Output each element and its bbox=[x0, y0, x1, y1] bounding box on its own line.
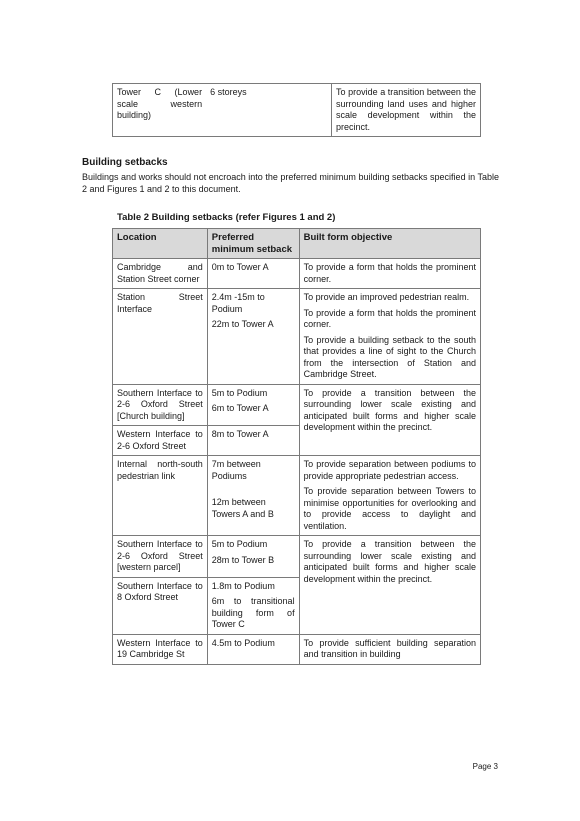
header-location: Location bbox=[113, 229, 208, 259]
table-header-row bbox=[113, 229, 481, 259]
objective-text: To provide a form that holds the prominent corner. bbox=[303, 307, 476, 329]
setback-cell bbox=[207, 259, 299, 289]
objective-text: To provide a transition between the surrounding lower scale existing and anticipated built forms and higher scale development within the precinct. bbox=[303, 539, 476, 584]
setback-cell bbox=[207, 289, 299, 385]
objective-cell: To provide a transition between the surrounding land uses and higher scale development within the precinct. bbox=[332, 84, 481, 137]
location-cell: Internal north-south pedestrian link bbox=[113, 456, 208, 536]
objective-cell bbox=[299, 289, 480, 385]
setback-value: 6m to Tower A bbox=[211, 403, 269, 413]
page-number: Page 3 bbox=[472, 762, 498, 771]
setback-cell: 6 storeys bbox=[206, 84, 331, 137]
setback-value: 2.4m -15m to Podium bbox=[211, 292, 265, 314]
table-row bbox=[113, 289, 481, 385]
setback-value: 12m between Towers A and B bbox=[211, 497, 274, 519]
setback-value: 8m to Tower A bbox=[211, 429, 269, 439]
objective-cell bbox=[299, 536, 480, 635]
objective-cell bbox=[299, 634, 480, 664]
table-row bbox=[113, 84, 481, 137]
header-setback: Preferred minimum setback bbox=[207, 229, 299, 259]
objective-cell bbox=[299, 456, 480, 536]
objective-text: To provide a form that holds the prominent corner. bbox=[303, 262, 476, 284]
location-cell: Western Interface to 2-6 Oxford Street bbox=[113, 426, 208, 456]
setback-value: 7m between Podiums bbox=[211, 459, 261, 481]
objective-cell bbox=[299, 259, 480, 289]
setback-value: 22m to Tower A bbox=[211, 319, 274, 329]
table-row bbox=[113, 634, 481, 664]
setback-value: 28m to Tower B bbox=[211, 554, 275, 565]
table-row bbox=[113, 384, 481, 426]
setback-cell bbox=[207, 426, 299, 456]
objective-text: To provide an improved pedestrian realm. bbox=[303, 292, 470, 302]
top-table-continuation bbox=[112, 83, 481, 137]
location-cell: Southern Interface to 8 Oxford Street bbox=[113, 577, 208, 634]
building-setbacks-table bbox=[112, 228, 481, 665]
objective-text: To provide separation between podiums to provide appropriate pedestrian access. bbox=[303, 459, 476, 481]
objective-text: To provide a transition between the surrounding lower scale existing and anticipated built forms and higher scale development within the precinct. bbox=[303, 387, 476, 432]
setback-value: 5m to Podium bbox=[211, 387, 268, 398]
objective-text: To provide separation between Towers to minimise opportunities for overlooking and to provide access to daylight and ventilation. bbox=[303, 486, 476, 531]
setback-value: 5m to Podium bbox=[211, 539, 268, 549]
table-row bbox=[113, 456, 481, 536]
objective-cell bbox=[299, 384, 480, 456]
section-heading: Building setbacks bbox=[82, 157, 168, 168]
setback-value: 6m to transitional building form of Tower C bbox=[211, 596, 295, 629]
setback-value: 0m to Tower A bbox=[211, 262, 269, 272]
location-cell: Cambridge and Station Street corner bbox=[113, 259, 208, 289]
header-objective: Built form objective bbox=[299, 229, 480, 259]
location-cell: Southern Interface to 2-6 Oxford Street [Church building] bbox=[113, 384, 208, 426]
setback-cell bbox=[207, 384, 299, 426]
setback-cell bbox=[207, 456, 299, 536]
setback-value: 4.5m to Podium bbox=[211, 637, 275, 648]
setback-value: 1.8m to Podium bbox=[211, 580, 275, 591]
location-cell: Southern Interface to 2-6 Oxford Street [western parcel] bbox=[113, 536, 208, 578]
location-cell: Tower C (Lower scale western building) bbox=[113, 84, 207, 137]
location-cell: Western Interface to 19 Cambridge St bbox=[113, 634, 208, 664]
objective-text: To provide sufficient building separation and transition in building bbox=[303, 637, 476, 659]
table-row bbox=[113, 259, 481, 289]
setback-cell bbox=[207, 634, 299, 664]
table-row bbox=[113, 536, 481, 578]
objective-text: To provide a building setback to the south that provides a line of sight to the Church from the intersection of Station and Cambridge Street. bbox=[303, 334, 476, 379]
table-caption: Table 2 Building setbacks (refer Figures 1 and 2) bbox=[117, 212, 336, 223]
location-cell: Station Street Interface bbox=[113, 289, 208, 385]
section-paragraph: Buildings and works should not encroach into the preferred minimum building setbacks specified in Table 2 and Figures 1 and 2 to this document. bbox=[82, 172, 499, 194]
setback-cell bbox=[207, 536, 299, 578]
setback-cell bbox=[207, 577, 299, 634]
